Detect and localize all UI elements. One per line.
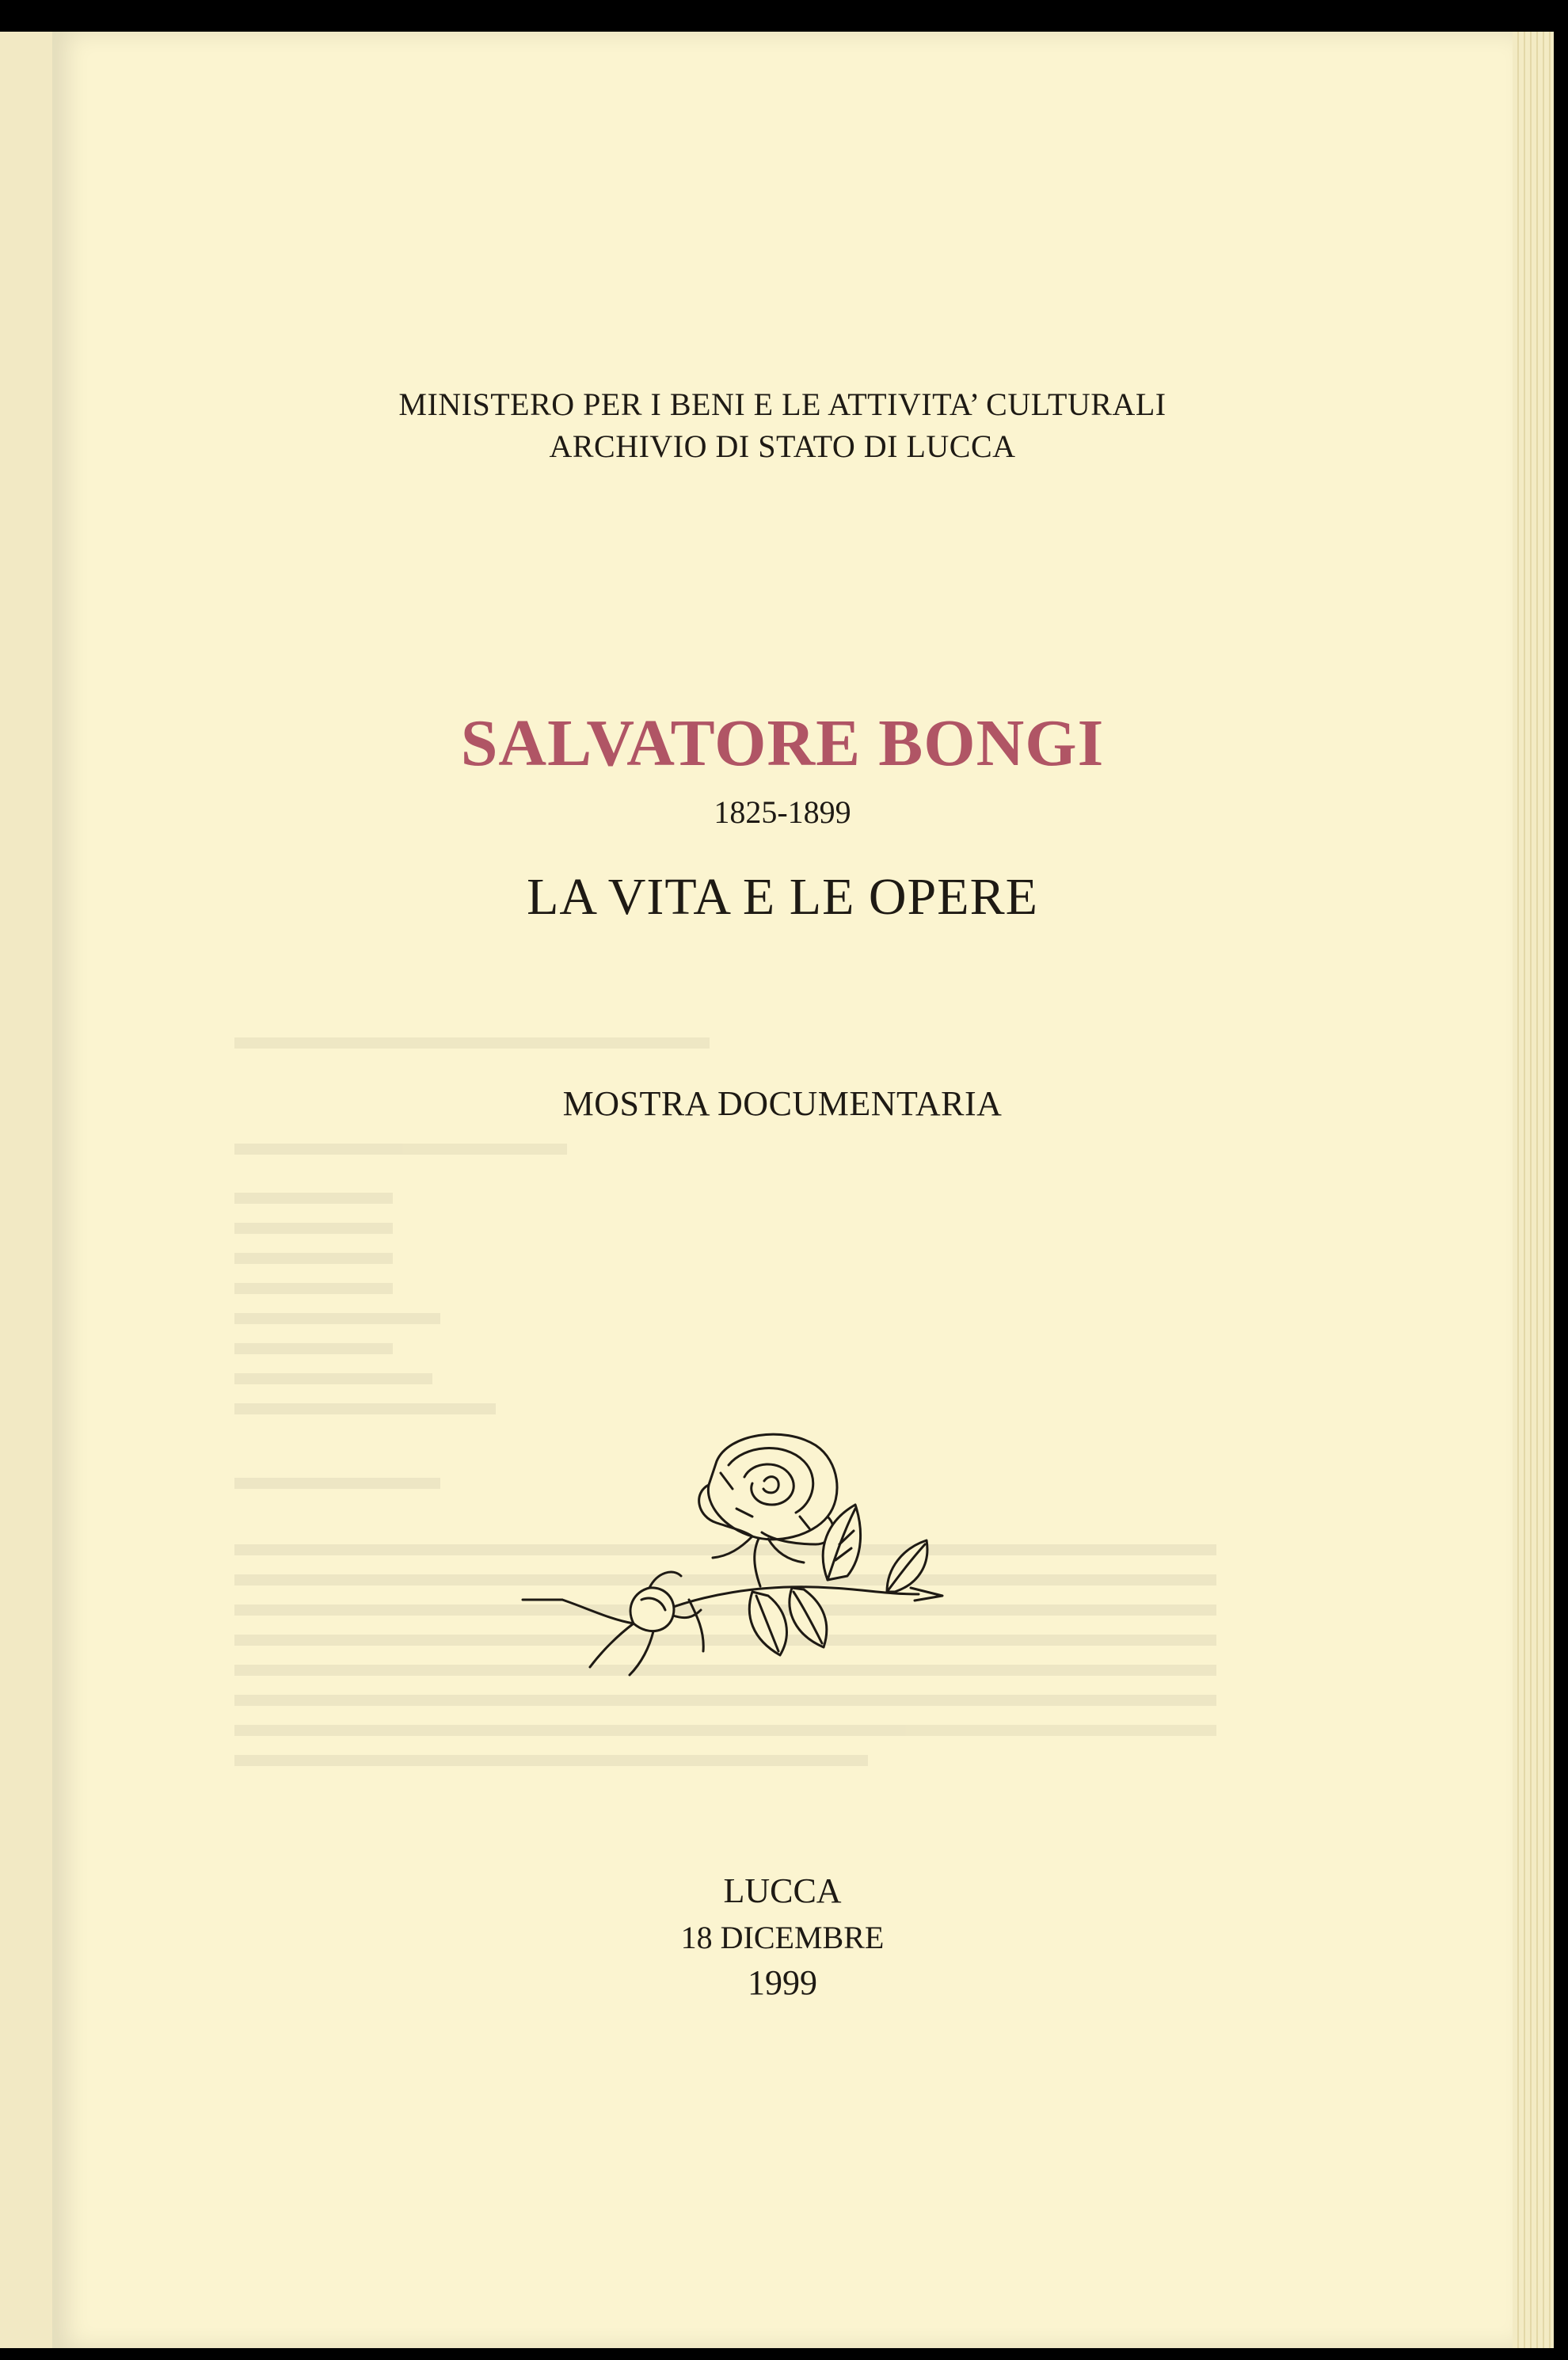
page-title: SALVATORE BONGI xyxy=(460,706,1105,780)
rose-icon xyxy=(515,1429,947,1695)
publication-date: 18 DICEMBRE xyxy=(680,1920,885,1955)
life-years: 1825-1899 xyxy=(714,794,851,830)
left-page-edge xyxy=(0,32,54,2348)
page-subtitle: LA VITA E LE OPERE xyxy=(527,868,1038,926)
title-page xyxy=(52,32,1513,2348)
archive-name: ARCHIVIO DI STATO DI LUCCA xyxy=(549,428,1016,464)
publication-city: LUCCA xyxy=(723,1871,842,1910)
page-stack-edge xyxy=(1513,32,1554,2348)
exhibition-label: MOSTRA DOCUMENTARIA xyxy=(562,1084,1003,1123)
institution-name: MINISTERO PER I BENI E LE ATTIVITA’ CULTURALI xyxy=(398,386,1166,422)
publication-year: 1999 xyxy=(748,1963,817,2002)
